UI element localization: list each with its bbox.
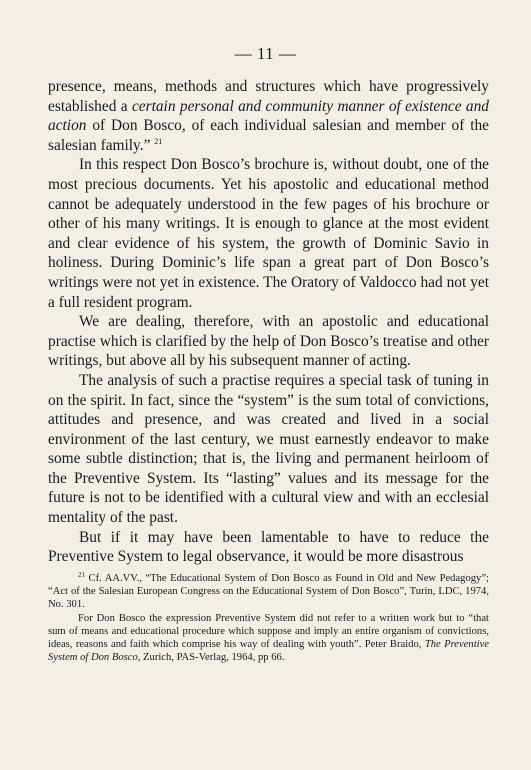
body-text	[48, 77, 489, 567]
paragraph-1-italic: certain personal and community manner of existence and action	[48, 97, 489, 135]
paragraph-1-text-b: of Don Bosco, of each individual salesian and member of the salesian family.”	[48, 117, 489, 154]
footnote-continuation-text-a: For Don Bosco the expression Preventive System did not refer to a written work but to “that sum of means and educational procedure which suppose and imply an entire organism of convictions, ideas, reasons and faith which comprise his way of dealing with youth”. Peter Braido,	[48, 612, 489, 651]
paragraph-4: The analysis of such a practise requires a special task of tuning in on the spirit. In fact, since the “system” is the sum total of convictions, attitudes and presence, and was created and lived in a social environment of the last century, we must earnestly endeavor to make some subtle distinction; that is, the living and permanent heirloom of the Preventive System. Its “lasting” values and its message for the future is not to be identified with a cultural view and with an ecclesial mentality of the past.	[48, 371, 489, 527]
footnote-21	[48, 572, 489, 612]
paragraph-3: We are dealing, therefore, with an apostolic and educational practise which is clarified by the help of Don Bosco’s treatise and other writings, but above all by his subsequent manner of acting.	[48, 313, 489, 370]
footnote-continuation	[48, 612, 489, 665]
footnotes	[48, 572, 489, 664]
footnote-21-text: Cf. AA.VV., “The Educational System of Don Bosco as Found in Old and New Pedagogy”; “Act of the Salesian European Congress on the Educational System of Don Bosco”, Turin, LDC, 1974, No. 301.	[48, 573, 489, 611]
paragraph-5: But if it may have been lamentable to have to reduce the Preventive System to legal observance, it would be more disastrous	[48, 528, 489, 566]
paragraph-1	[48, 77, 489, 155]
footnote-continuation-text-b: , Zurich, PAS-Verlag, 1964, pp 66.	[137, 652, 285, 664]
page-number: — 11 —	[234, 44, 297, 63]
paragraph-2: In this respect Don Bosco’s brochure is, without doubt, one of the most precious documents. Yet his apostolic and educational method cannot be adequately understood in the few pages of his brochure or other of his many writings. It is enough to glance at the most evident and clear evidence of his system, the growth of Dominic Savio in holiness. During Dominic’s life span a great part of Don Bosco’s writings were not yet in existence. The Oratory of Valdocco had not yet a full resident program.	[48, 156, 489, 311]
paragraph-1-text-a: presence, means, methods and structures which have progressively established a	[48, 78, 489, 115]
footnote-book-title: The Preventive System of Don Bosco	[48, 639, 489, 664]
footnote-ref-21: 21	[154, 136, 163, 146]
footnote-number: 21	[78, 571, 85, 579]
